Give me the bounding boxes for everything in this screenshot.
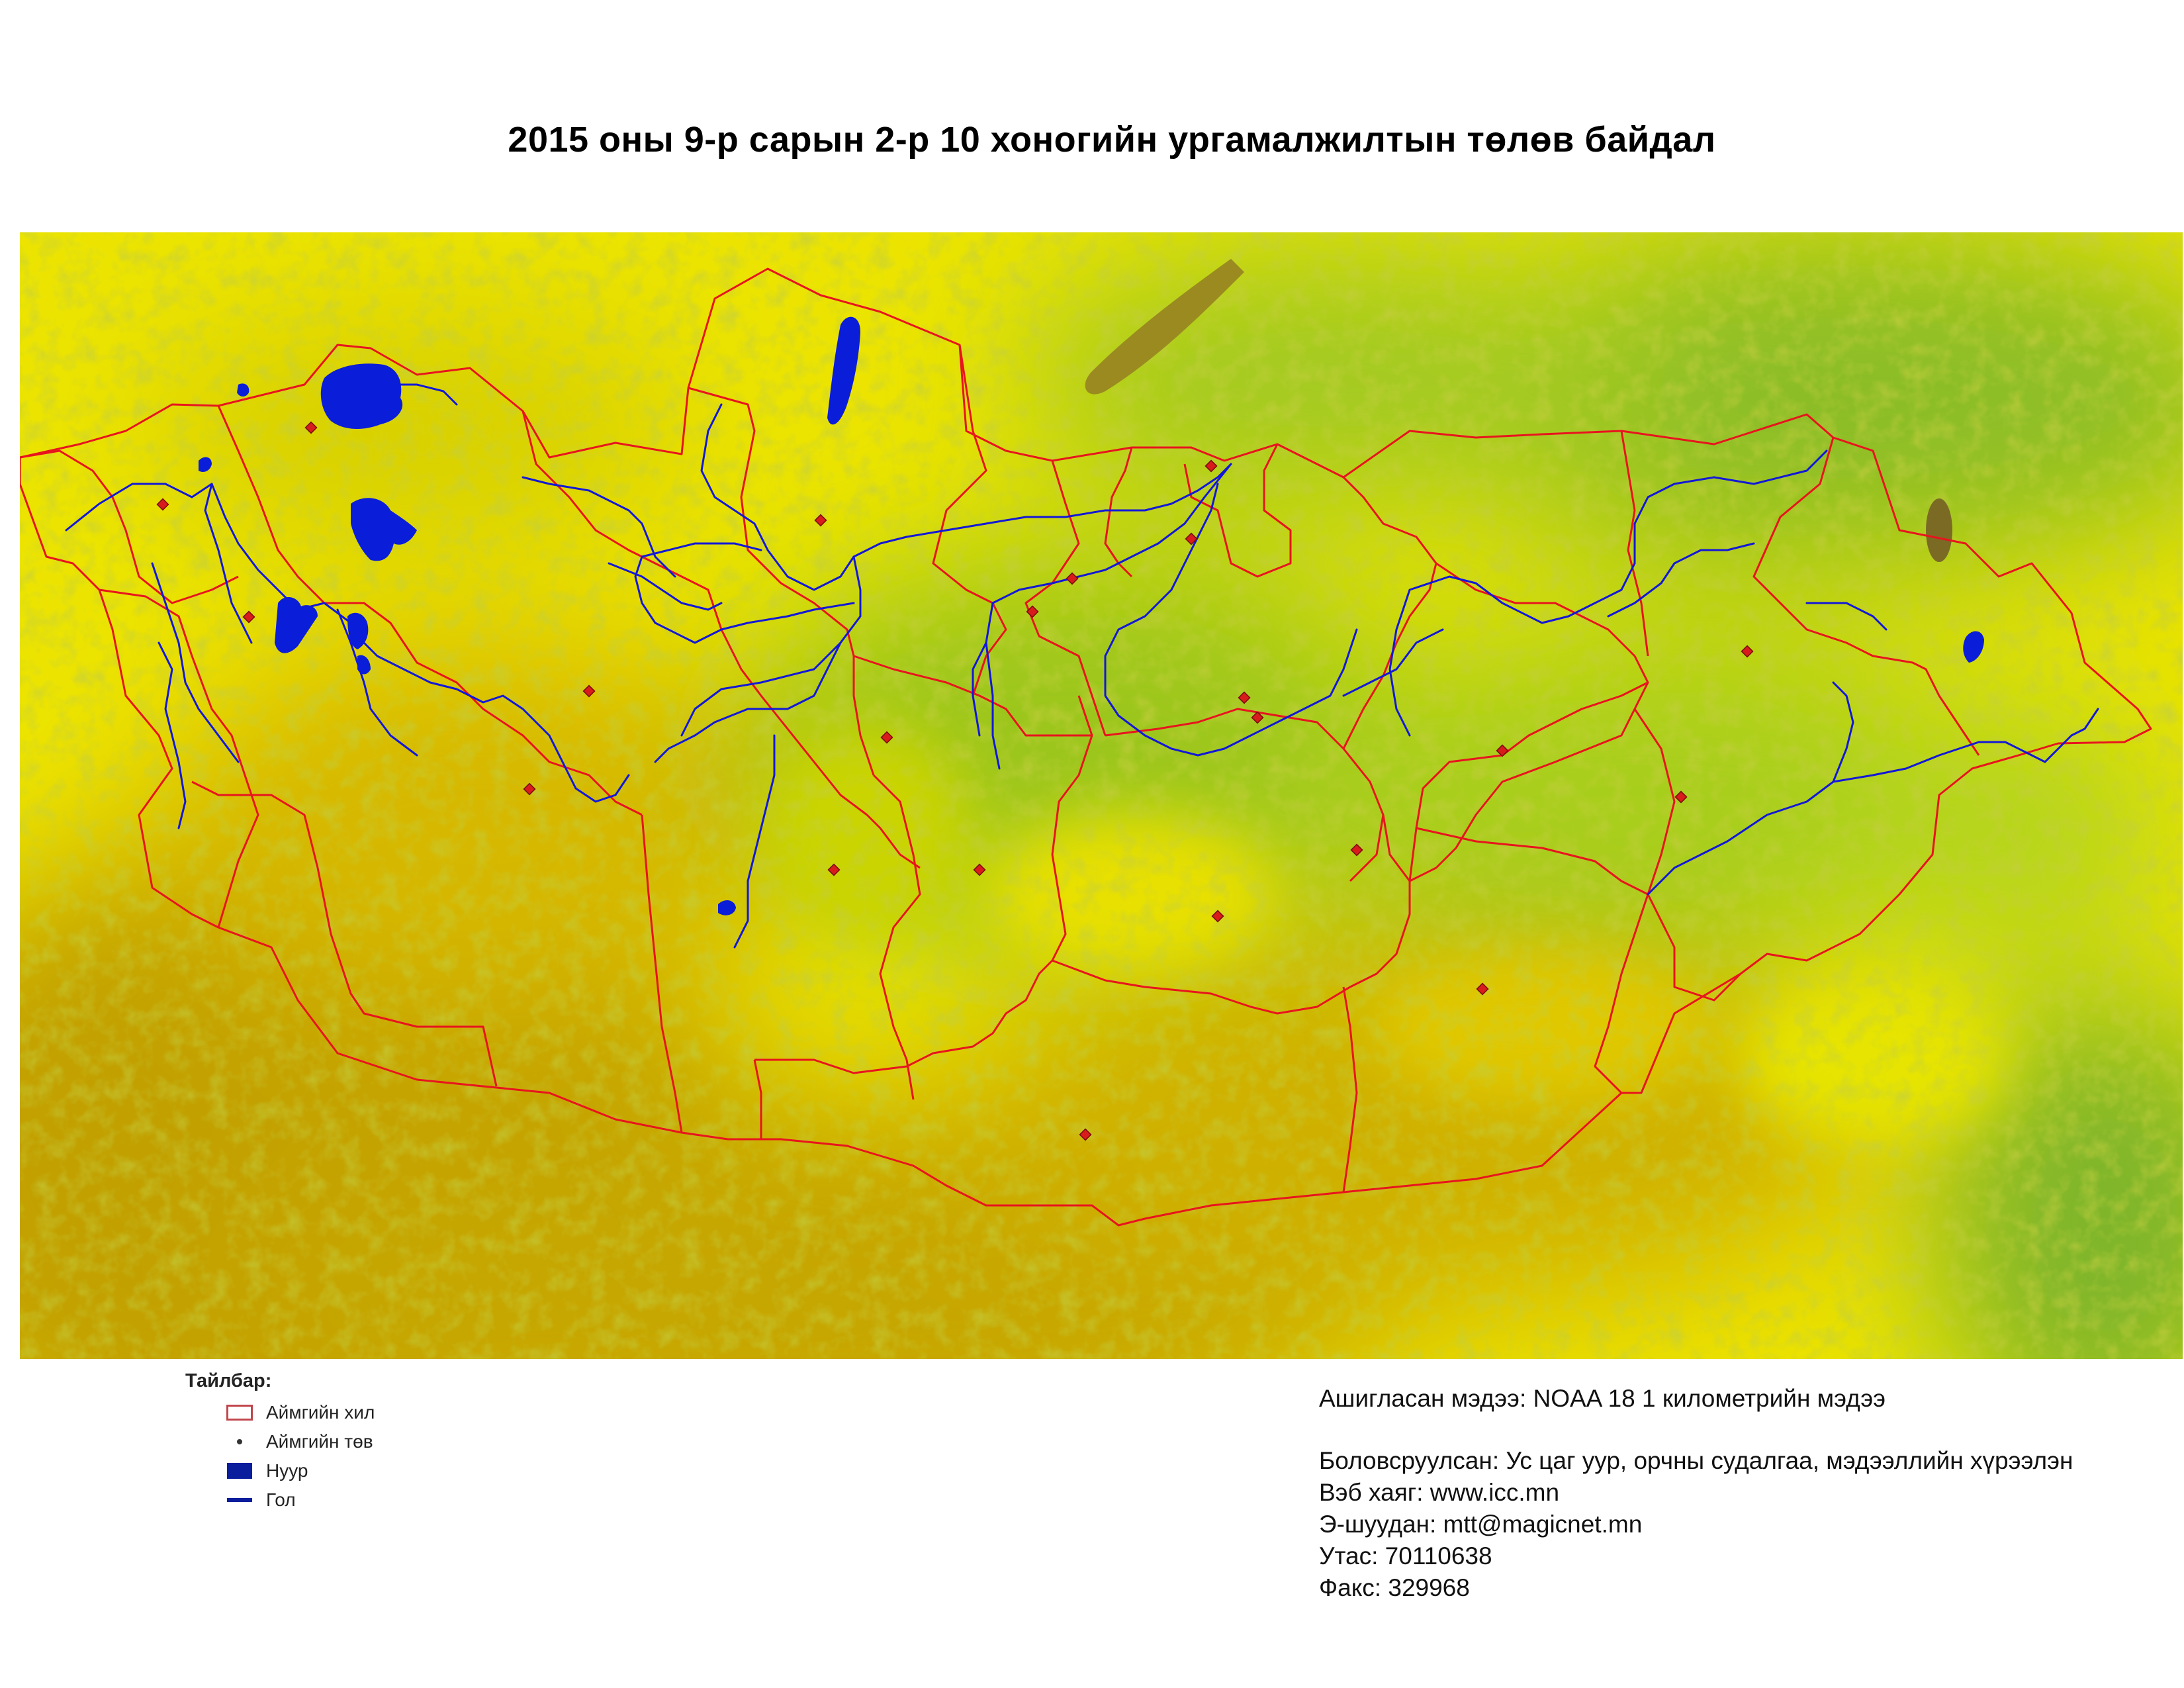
lake-icon: [321, 363, 402, 429]
legend-item-lake: [225, 1458, 308, 1484]
legend-title: Тайлбар:: [185, 1370, 272, 1391]
legend-label: Аймгийн төв: [266, 1431, 373, 1452]
legend-item-aimag-border: [225, 1399, 375, 1426]
center-dot-icon: [225, 1432, 254, 1452]
data-source-text: Ашигласан мэдээ: NOAA 18 1 километрийн мэдээ: [1319, 1385, 1886, 1412]
prepared-by-text: Боловсруулсан: Ус цаг уур, орчны судалгаа, мэдээллийн хүрээлэн: [1319, 1447, 2073, 1474]
legend-label: Нуур: [266, 1460, 308, 1481]
legend-item-river: [225, 1487, 296, 1513]
vegetation-map[interactable]: [20, 232, 2183, 1359]
border-outline-icon: [225, 1403, 254, 1423]
lake-swatch-icon: [225, 1461, 254, 1481]
hulun-lake-icon: [1926, 498, 1952, 562]
fax-text: Факс: 329968: [1319, 1574, 1470, 1601]
legend-label: Аймгийн хил: [266, 1402, 375, 1423]
legend-label: Гол: [266, 1489, 296, 1510]
phone-text: Утас: 70110638: [1319, 1542, 1492, 1570]
website-text[interactable]: Вэб хаяг: www.icc.mn: [1319, 1479, 1560, 1506]
river-line-icon: [225, 1490, 254, 1510]
map-title: 2015 оны 9-р сарын 2-р 10 хоногийн ургамалжилтын төлөв байдал: [508, 120, 1716, 160]
email-text[interactable]: Э-шуудан: mtt@magicnet.mn: [1319, 1511, 1643, 1538]
legend: [185, 1370, 463, 1536]
legend-item-aimag-center: [225, 1429, 373, 1455]
